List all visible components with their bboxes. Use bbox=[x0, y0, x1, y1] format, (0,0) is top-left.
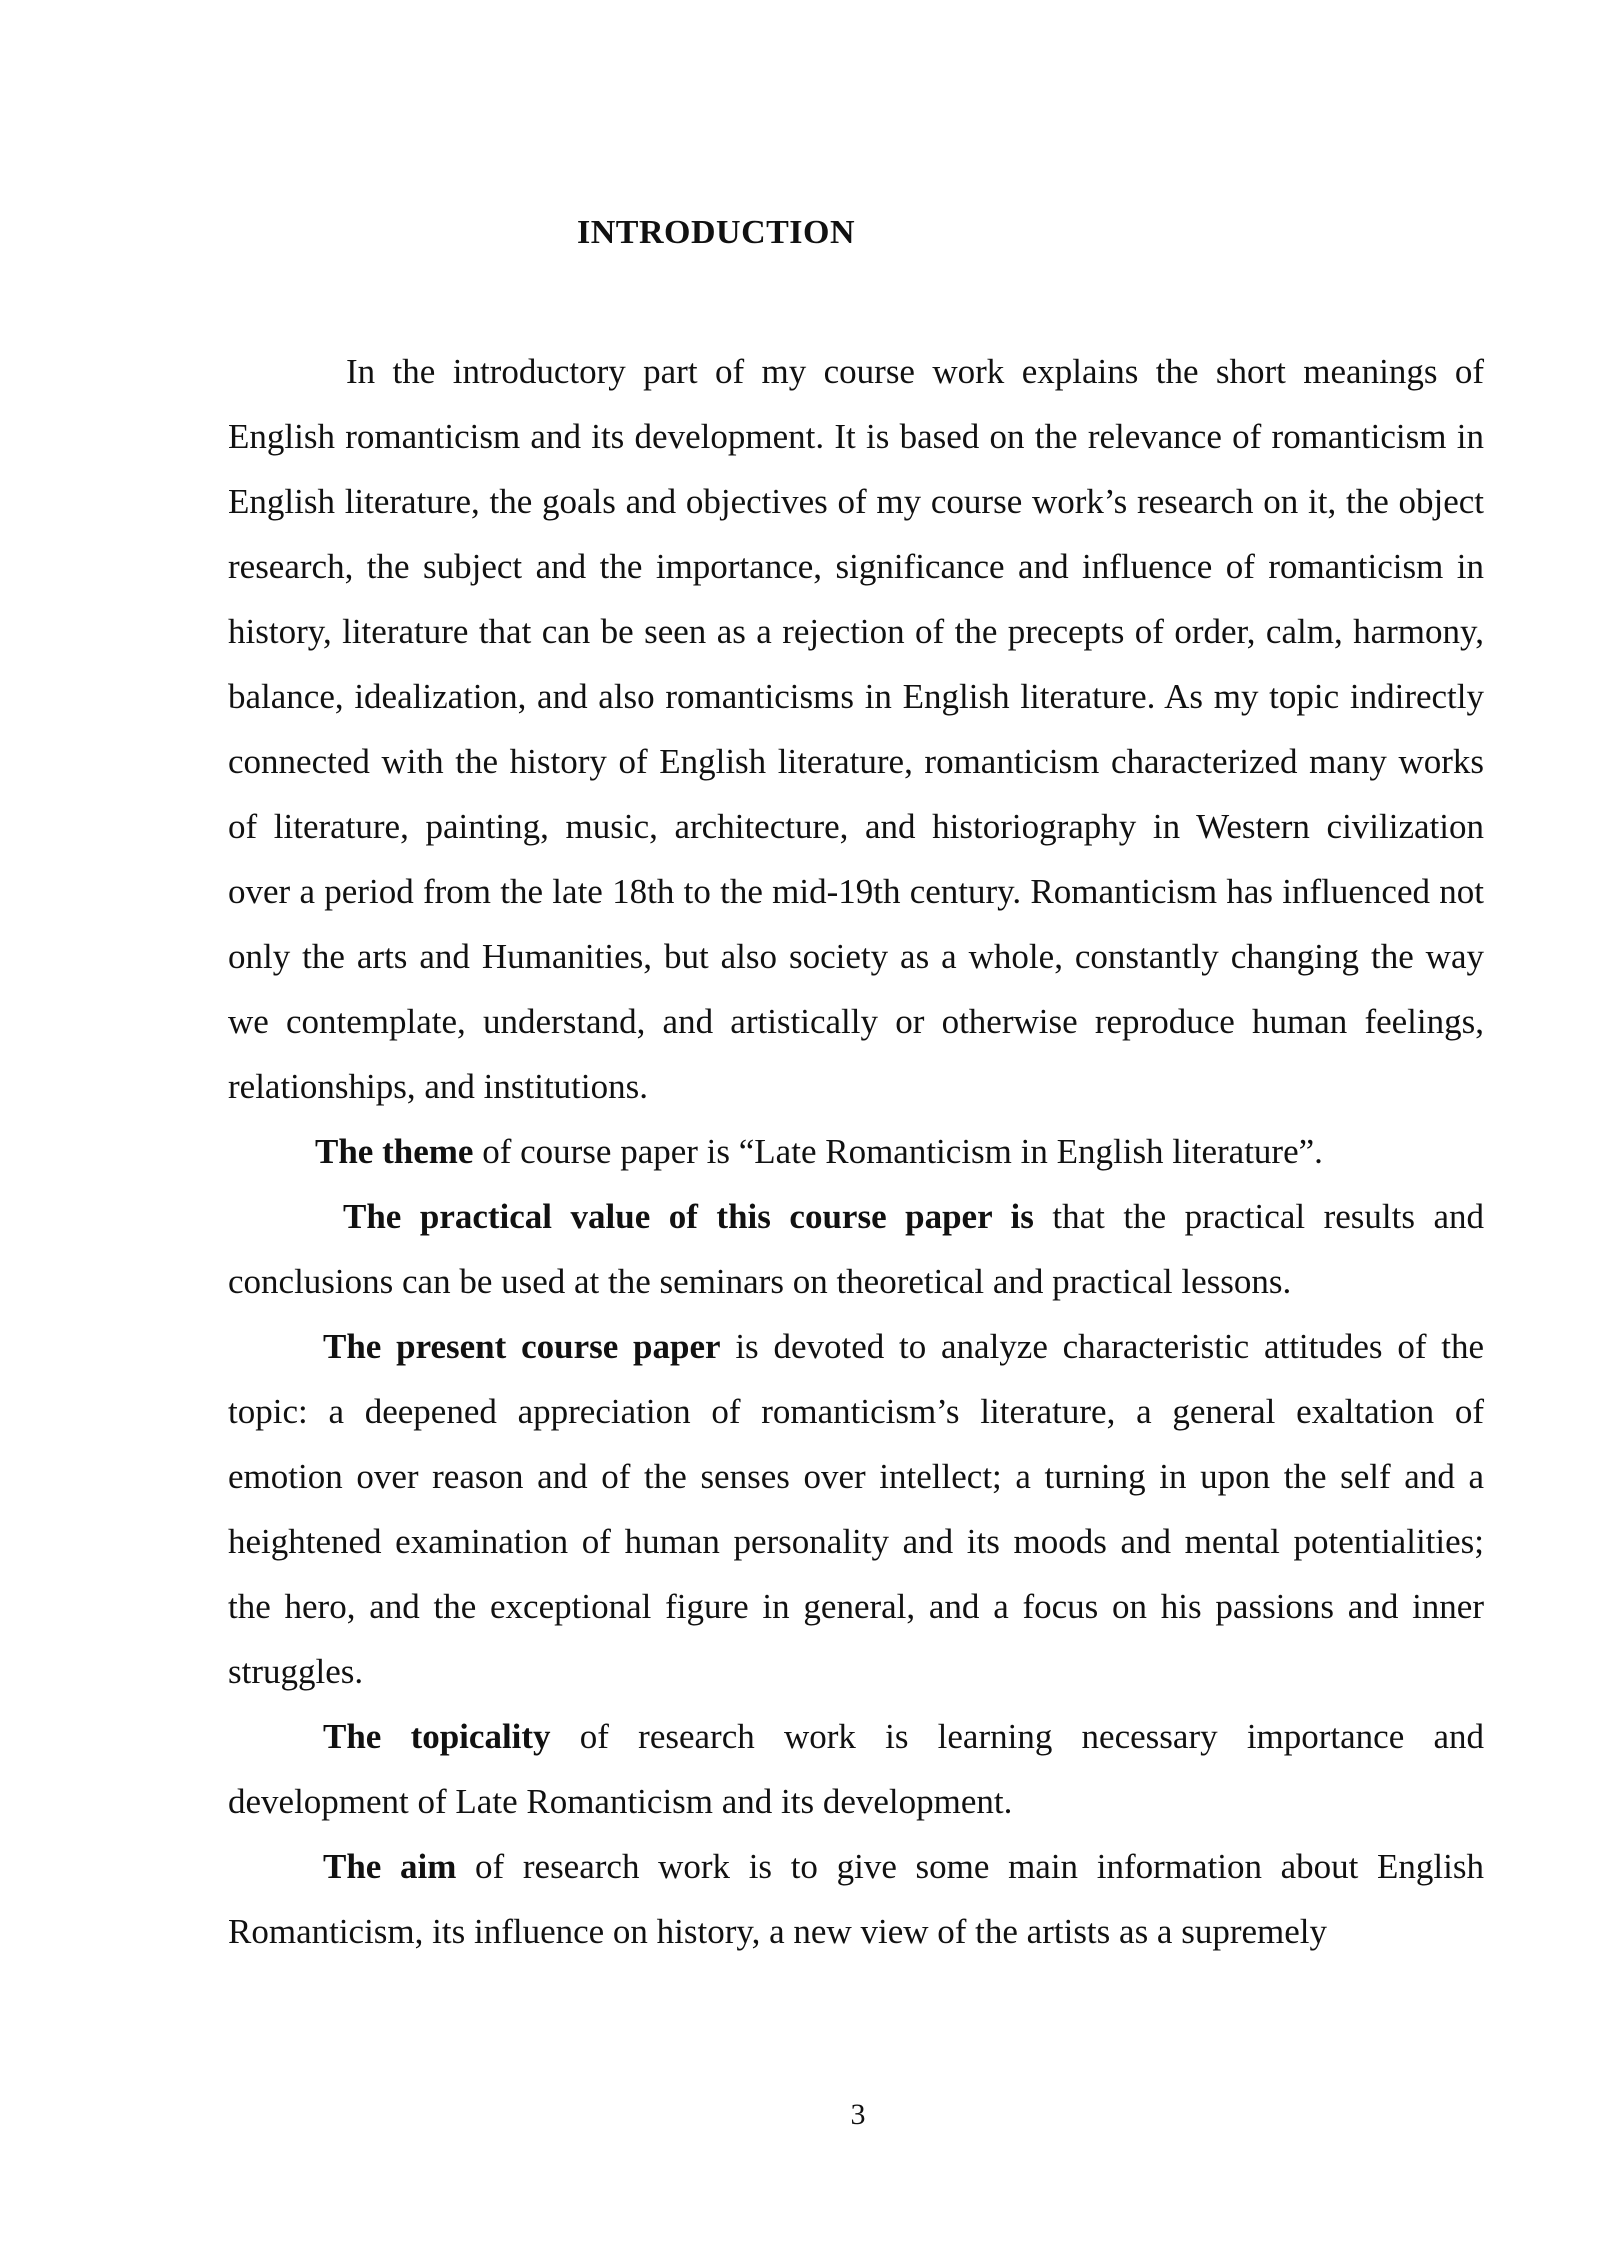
page-heading: INTRODUCTION bbox=[577, 214, 856, 251]
paragraph-text: of course paper is “Late Romanticism in English literature”. bbox=[473, 1132, 1323, 1171]
page-number: 3 bbox=[850, 2098, 866, 2131]
paragraph-text: that the practical results and conclusions can be used at the seminars on theoretical and practical lessons. bbox=[228, 1197, 1485, 1301]
document-body bbox=[228, 339, 1484, 1964]
paragraph-lead: The practical value of this course paper is bbox=[343, 1197, 1034, 1236]
paragraph-text: of research work is to give some main information about English Romanticism, its influence on history, a new view of the artists as a supremely bbox=[228, 1847, 1484, 1951]
paragraph-lead: The theme bbox=[315, 1132, 474, 1171]
paragraph-topicality bbox=[228, 1704, 1484, 1834]
paragraph-aim bbox=[228, 1834, 1484, 1964]
paragraph-text: is devoted to analyze characteristic attitudes of the topic: a deepened appreciation of romanticism’s literature, a general exaltation of emotion over reason and of the senses over intellect; a turning in upon the self and a heightened examination of human personality and its moods and mental potentialities; the hero, and the exceptional figure in general, and a focus on his passions and inner struggles. bbox=[228, 1327, 1485, 1691]
paragraph-lead: The topicality bbox=[323, 1717, 551, 1756]
paragraph-text: of research work is learning necessary importance and development of Late Romanticism and its development. bbox=[228, 1717, 1485, 1821]
paragraph-lead: The aim bbox=[323, 1847, 457, 1886]
paragraph-present-course-paper bbox=[228, 1314, 1484, 1704]
paragraph-practical-value bbox=[228, 1184, 1484, 1314]
paragraph-introduction bbox=[228, 339, 1484, 1119]
paragraph-lead: The present course paper bbox=[323, 1327, 721, 1366]
paragraph-theme bbox=[228, 1119, 1484, 1184]
paragraph-text: In the introductory part of my course work explains the short meanings of English romanticism and its development. It is based on the relevance of romanticism in English literature, the goals and objectives of my course work’s research on it, the object research, the subject and the importance, significance and influence of romanticism in history, literature that can be seen as a rejection of the precepts of order, calm, harmony, balance, idealization, and also romanticisms in English literature. As my topic indirectly connected with the history of English literature, romanticism characterized many works of literature, painting, music, architecture, and historiography in Western civilization over a period from the late 18th to the mid-19th century. Romanticism has influenced not only the arts and Humanities, but also society as a whole, constantly changing the way we contemplate, understand, and artistically or otherwise reproduce human feelings, relationships, and institutions. bbox=[228, 352, 1484, 1106]
